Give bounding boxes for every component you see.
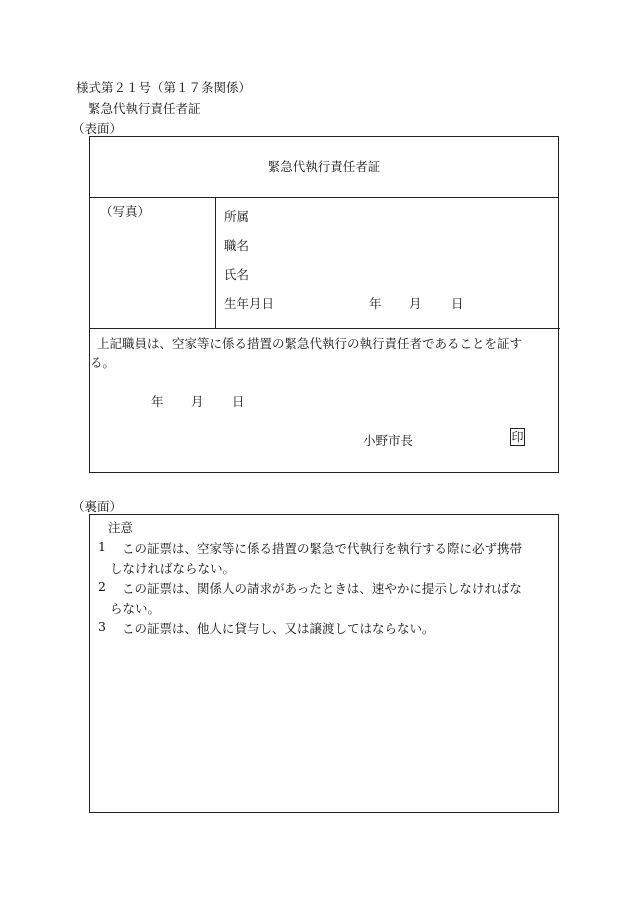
birthdate-year-unit: 年 bbox=[369, 296, 382, 311]
back-card bbox=[89, 514, 559, 813]
notes-heading: 注意 bbox=[108, 520, 134, 535]
info-area bbox=[216, 198, 560, 329]
front-side-label: （表面） bbox=[72, 121, 123, 136]
note-2-number: 2 bbox=[98, 579, 106, 594]
note-3-line-1: この証票は、他人に貸与し、又は譲渡してはならない。 bbox=[122, 621, 435, 636]
issue-year-unit: 年 bbox=[151, 394, 164, 409]
note-2-line-2: らない。 bbox=[110, 601, 161, 616]
note-2-line-1: この証票は、関係人の請求があったときは、速やかに提示しなければな bbox=[122, 581, 522, 596]
issue-month-unit: 月 bbox=[191, 394, 204, 409]
affiliation-label: 所属 bbox=[224, 209, 250, 224]
name-label: 氏名 bbox=[224, 267, 250, 282]
note-3-number: 3 bbox=[98, 619, 106, 634]
note-1-line-2: しなければならない。 bbox=[110, 561, 236, 576]
seal-mark: 印 bbox=[511, 430, 524, 444]
birthdate-label: 生年月日 bbox=[224, 296, 275, 311]
front-card bbox=[89, 136, 559, 473]
card-title: 緊急代執行責任者証 bbox=[90, 137, 558, 198]
photo-area bbox=[90, 198, 216, 329]
note-1-number: 1 bbox=[98, 539, 106, 554]
mayor-label: 小野市長 bbox=[363, 433, 414, 448]
photo-label: （写真） bbox=[100, 204, 151, 219]
birthdate-month-unit: 月 bbox=[409, 296, 422, 311]
form-number: 様式第２１号（第１７条関係） bbox=[76, 80, 252, 95]
certification-line-1: 上記職員は、空家等に係る措置の緊急代執行の執行責任者であることを証す bbox=[97, 336, 523, 351]
issue-day-unit: 日 bbox=[232, 394, 245, 409]
back-side-label: （裏面） bbox=[72, 499, 123, 514]
note-1-line-1: この証票は、空家等に係る措置の緊急で代執行を執行する際に必ず携帯 bbox=[122, 541, 523, 556]
job-title-label: 職名 bbox=[224, 238, 250, 253]
birthdate-day-unit: 日 bbox=[451, 296, 464, 311]
certification-line-2: る。 bbox=[90, 355, 116, 370]
document-title: 緊急代執行責任者証 bbox=[88, 101, 201, 116]
